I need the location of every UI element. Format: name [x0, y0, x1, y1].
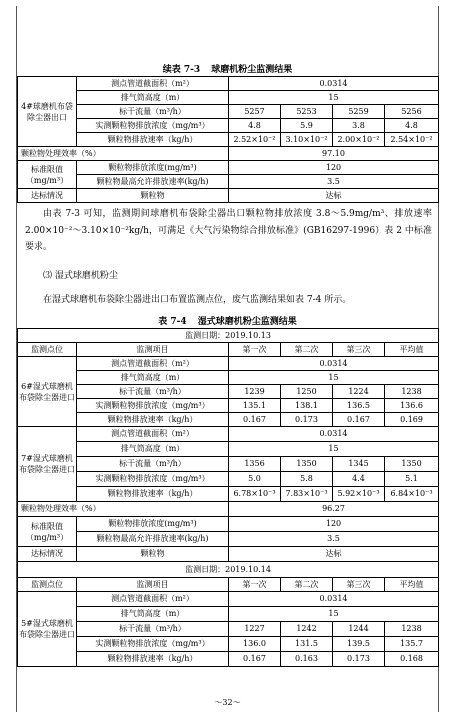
rate-value: 3.10×10⁻²	[281, 133, 333, 147]
document-page	[16, 6, 439, 712]
monitoring-date-day2: 监测日期：2019.10.14	[18, 562, 439, 578]
rate-value: 0.163	[281, 652, 333, 667]
height-value: 15	[229, 371, 439, 385]
rate-value: 0.167	[229, 413, 281, 427]
flow-value: 1242	[281, 622, 333, 637]
flow-value: 1224	[333, 385, 385, 399]
area-value: 0.0314	[229, 427, 439, 442]
concentration-value: 3.8	[333, 119, 385, 133]
limit-rate-label: 颗粒物最高允许排放速率(kg/h)	[77, 532, 229, 547]
area-label: 测点管道截面积（m²）	[77, 427, 229, 442]
efficiency-value: 97.10	[229, 147, 439, 161]
rate-label: 颗粒物排放速率（kg/h）	[77, 133, 229, 147]
limit-label: 标准限值（mg/m³）	[18, 517, 77, 547]
table-7-3-number: 续表 7-3	[162, 65, 201, 75]
compliance-item: 颗粒物	[77, 547, 229, 562]
rate-value: 5.92×10⁻³	[333, 487, 385, 502]
header-average: 平均值	[385, 578, 439, 592]
flow-value: 5253	[281, 105, 333, 119]
concentration-label: 实测颗粒物排放浓度（mg/m³）	[77, 399, 229, 413]
limit-rate-label: 颗粒物最高允许排放速率(kg/h)	[77, 175, 229, 189]
flow-value: 5259	[333, 105, 385, 119]
flow-value: 1356	[229, 457, 281, 472]
rate-value: 0.169	[385, 413, 439, 427]
flow-label: 标干流量（m³/h）	[77, 622, 229, 637]
concentration-value: 136.0	[229, 637, 281, 652]
monitoring-date-day1: 监测日期：2019.10.13	[18, 329, 439, 343]
header-item: 监测项目	[77, 343, 229, 357]
height-value: 15	[229, 442, 439, 457]
efficiency-value: 96.27	[229, 502, 439, 517]
height-label: 排气筒高度（m）	[77, 91, 229, 105]
rate-value: 6.78×10⁻³	[229, 487, 281, 502]
flow-value: 1227	[229, 622, 281, 637]
flow-value: 1244	[333, 622, 385, 637]
header-location: 监测点位	[18, 343, 77, 357]
concentration-value: 5.1	[385, 472, 439, 487]
concentration-value: 139.5	[333, 637, 385, 652]
rate-value: 0.167	[229, 652, 281, 667]
header-location: 监测点位	[18, 578, 77, 592]
header-second: 第二次	[281, 343, 333, 357]
header-first: 第一次	[229, 343, 281, 357]
compliance-value: 达标	[229, 547, 439, 562]
rate-value: 0.173	[281, 413, 333, 427]
page-number: ～32～	[214, 698, 241, 707]
table-7-4	[17, 328, 439, 667]
area-label: 测点管道截面积（m²）	[77, 77, 229, 91]
flow-label: 标干流量（m³/h）	[77, 385, 229, 399]
flow-value: 1350	[281, 457, 333, 472]
concentration-label: 实测颗粒物排放浓度（mg/m³）	[77, 119, 229, 133]
rate-value: 0.167	[333, 413, 385, 427]
header-third: 第三次	[333, 578, 385, 592]
header-third: 第三次	[333, 343, 385, 357]
rate-value: 2.00×10⁻²	[333, 133, 385, 147]
flow-value: 1345	[333, 457, 385, 472]
flow-value: 1239	[229, 385, 281, 399]
rate-value: 7.83×10⁻³	[281, 487, 333, 502]
area-label: 测点管道截面积（m²）	[77, 357, 229, 371]
concentration-value: 4.8	[385, 119, 439, 133]
location-7-wet-ball-mill-inlet: 7#湿式球磨机布袋除尘器进口	[18, 427, 77, 502]
limit-concentration-value: 120	[229, 517, 439, 532]
limit-rate-value: 3.5	[229, 175, 439, 189]
efficiency-label: 颗粒物处理效率（%）	[18, 147, 229, 161]
rate-value: 0.173	[333, 652, 385, 667]
height-value: 15	[229, 607, 439, 622]
compliance-value: 达标	[229, 189, 439, 203]
limit-concentration-value: 120	[229, 161, 439, 175]
header-second: 第二次	[281, 578, 333, 592]
rate-label: 颗粒物排放速率（kg/h）	[77, 413, 229, 427]
area-value: 0.0314	[229, 357, 439, 371]
limit-concentration-label: 颗粒物排放浓度(mg/m³)	[77, 161, 229, 175]
rate-value: 0.168	[385, 652, 439, 667]
limit-concentration-label: 颗粒物排放浓度(mg/m³)	[77, 517, 229, 532]
table-7-3-caption	[17, 62, 438, 75]
rate-value: 2.54×10⁻²	[385, 133, 439, 147]
location-6-wet-ball-mill-inlet: 6#湿式球磨机布袋除尘器进口	[18, 357, 77, 427]
table-7-3-title: 球磨机粉尘监测结果	[211, 65, 293, 75]
location-4-ball-mill-outlet: 4#球磨机布袋除尘器出口	[18, 77, 77, 147]
header-first: 第一次	[229, 578, 281, 592]
area-value: 0.0314	[229, 592, 439, 607]
table-7-4-number: 表 7-4	[158, 317, 187, 327]
paragraph-table-7-4-intro: 在湿式球磨机布袋除尘器进出口布置监测点位，废气监测结果如表 7-4 所示。	[43, 295, 352, 305]
height-value: 15	[229, 91, 439, 105]
flow-label: 标干流量（m³/h）	[77, 457, 229, 472]
concentration-value: 5.0	[229, 472, 281, 487]
rate-label: 颗粒物排放速率（kg/h）	[77, 487, 229, 502]
flow-label: 标干流量（m³/h）	[77, 105, 229, 119]
concentration-value: 136.5	[333, 399, 385, 413]
header-item: 监测项目	[77, 578, 229, 592]
flow-value: 1350	[385, 457, 439, 472]
flow-value: 5257	[229, 105, 281, 119]
concentration-value: 138.1	[281, 399, 333, 413]
paragraph-table-7-3-summary: 由表 7-3 可知，监测期间球磨机布袋除尘器出口颗粒物排放浓度 3.8～5.9mg/m³、排放速率 2.00×10⁻²～3.10×10⁻²kg/h，可满足《大气污染物综合排放标准》(GB16297-1996）表 2 中标准要求。	[25, 209, 432, 252]
concentration-value: 4.4	[333, 472, 385, 487]
table-7-3	[17, 76, 439, 203]
concentration-value: 136.6	[385, 399, 439, 413]
table-7-4-title: 湿式球磨机粉尘监测结果	[197, 317, 297, 327]
concentration-value: 135.1	[229, 399, 281, 413]
flow-value: 5256	[385, 105, 439, 119]
rate-value: 2.52×10⁻²	[229, 133, 281, 147]
efficiency-label: 颗粒物处理效率（%）	[18, 502, 229, 517]
limit-label: 标准限值（mg/m³）	[18, 161, 77, 189]
location-5-wet-ball-mill-inlet: 5#湿式球磨机布袋除尘器进口	[18, 592, 77, 667]
height-label: 排气筒高度（m）	[77, 442, 229, 457]
compliance-label: 达标情况	[18, 189, 77, 203]
area-value: 0.0314	[229, 77, 439, 91]
concentration-value: 5.9	[281, 119, 333, 133]
flow-value: 1238	[385, 622, 439, 637]
rate-label: 颗粒物排放速率（kg/h）	[77, 652, 229, 667]
header-average: 平均值	[385, 343, 439, 357]
section-heading: ⑶ 湿式球磨机粉尘	[43, 271, 118, 281]
height-label: 排气筒高度（m）	[77, 607, 229, 622]
flow-value: 1238	[385, 385, 439, 399]
concentration-label: 实测颗粒物排放浓度（mg/m³）	[77, 472, 229, 487]
concentration-value: 135.7	[385, 637, 439, 652]
height-label: 排气筒高度（m）	[77, 371, 229, 385]
compliance-item: 颗粒物	[77, 189, 229, 203]
flow-value: 1250	[281, 385, 333, 399]
table-7-4-caption	[17, 314, 438, 327]
rate-value: 6.84×10⁻³	[385, 487, 439, 502]
limit-rate-value: 3.5	[229, 532, 439, 547]
concentration-label: 实测颗粒物排放浓度（mg/m³）	[77, 637, 229, 652]
compliance-label: 达标情况	[18, 547, 77, 562]
area-label: 测点管道截面积（m²）	[77, 592, 229, 607]
concentration-value: 4.8	[229, 119, 281, 133]
concentration-value: 131.5	[281, 637, 333, 652]
concentration-value: 5.8	[281, 472, 333, 487]
